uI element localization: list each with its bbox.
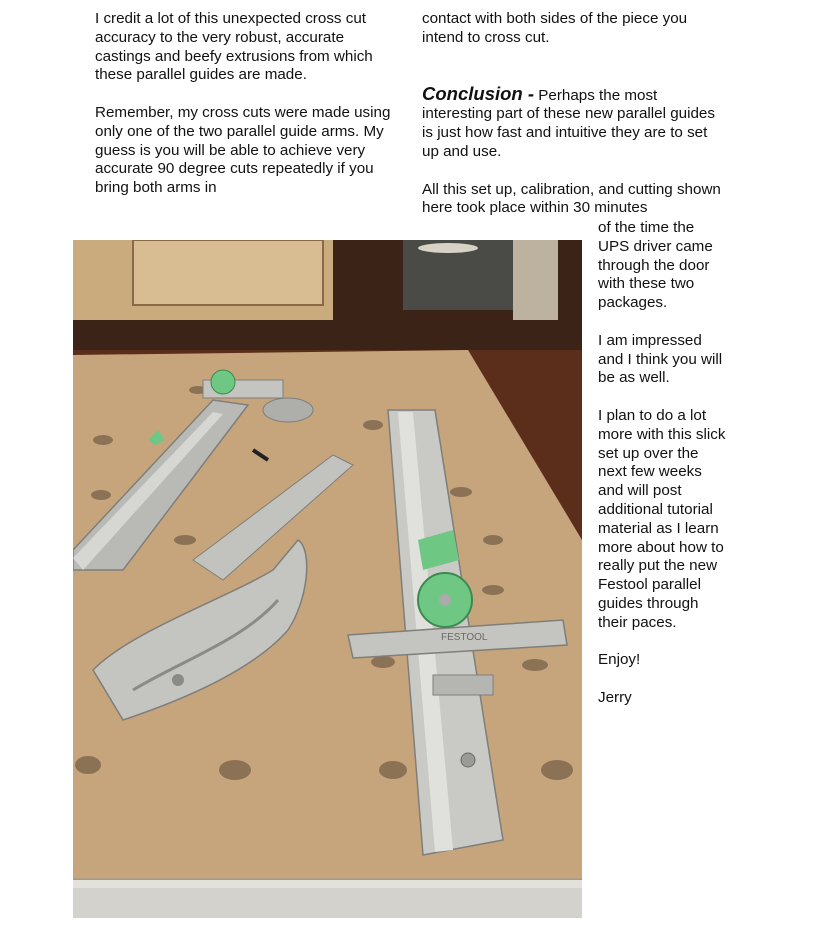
conclusion-text: Perhaps the most interesting part of these new parallel guides is just how fast and intuitive they are to set up and use. — [422, 86, 715, 160]
side-paragraph-2: I am impressed and I think you will be as well. — [598, 331, 723, 387]
parallel-guides-photo — [73, 240, 582, 918]
right-paragraph-3: All this set up, calibration, and cutting shown here took place within 30 minutes — [422, 180, 721, 217]
signature: Jerry — [598, 688, 632, 706]
festool-label: FESTOOL — [441, 632, 488, 643]
side-text-column — [598, 219, 728, 727]
conclusion-heading: Conclusion - — [422, 82, 535, 104]
conclusion-paragraph — [422, 82, 722, 162]
right-text-column — [422, 10, 722, 237]
right-paragraph-1: contact with both sides of the piece you intend to cross cut. — [422, 10, 688, 46]
side-paragraph-3: I plan to do a lot more with this slick set up over the next few weeks and will post additional tutorial material as I learn more about how to really put the new Festool parallel guides through their paces. — [598, 406, 726, 631]
left-paragraph-2: Remember, my cross cuts were made using only one of the two parallel guide arms. My guess is you will be able to achieve very accurate 90 degree cuts repeatedly if you bring both arms in — [95, 103, 391, 197]
left-paragraph-1: I credit a lot of this unexpected cross cut accuracy to the very robust, accurate castings and beefy extrusions from which these parallel guides are made. — [95, 10, 373, 84]
side-paragraph-1: of the time the UPS driver came through the door with these two packages. — [598, 219, 713, 312]
side-paragraph-4: Enjoy! — [598, 651, 641, 669]
left-text-column — [95, 10, 395, 217]
